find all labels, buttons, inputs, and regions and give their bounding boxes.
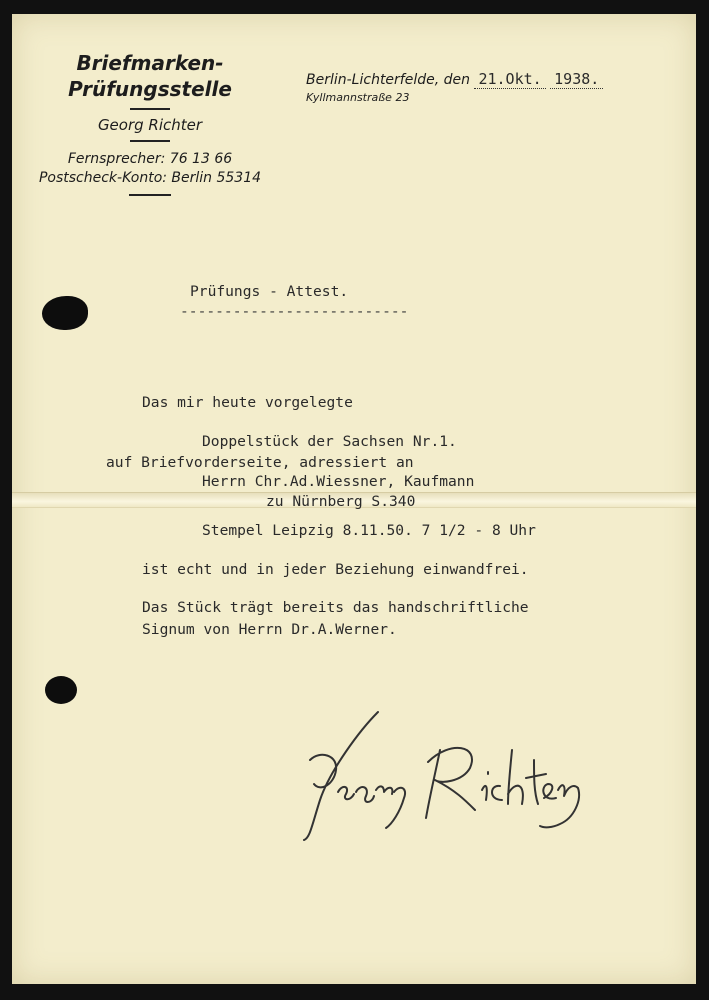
letterhead-owner: Georg Richter (97, 116, 203, 134)
letterhead-phone: Fernsprecher: 76 13 66 (67, 151, 233, 167)
street-address: Kyllmannstraße 23 (306, 91, 410, 104)
handwritten-signature (290, 700, 590, 850)
body-line: Stempel Leipzig 8.11.50. 7 1/2 - 8 Uhr (202, 522, 536, 539)
letterhead-divider (130, 108, 170, 110)
place-date-block (306, 70, 686, 104)
letterhead-contact (30, 150, 270, 188)
punch-hole (42, 296, 88, 330)
body-line: Doppelstück der Sachsen Nr.1. (202, 433, 457, 450)
year-value: 1938. (550, 70, 603, 89)
letterhead (30, 50, 270, 202)
body-line: Das mir heute vorgelegte (142, 394, 353, 411)
letterhead-divider (129, 194, 171, 196)
body-line: Herrn Chr.Ad.Wiessner, Kaufmann (202, 473, 475, 490)
place-label: Berlin-Lichterfelde, den (306, 72, 471, 88)
date-value: 21.Okt. (474, 70, 545, 89)
punch-hole (45, 676, 77, 704)
body-line: ist echt und in jeder Beziehung einwandfrei. (142, 561, 529, 578)
title-underline: -------------------------- (180, 303, 409, 320)
body-line: zu Nürnberg S.340 (266, 493, 416, 510)
body-line: Signum von Herrn Dr.A.Werner. (142, 621, 397, 638)
letterhead-name-line1: Briefmarken- (76, 51, 224, 75)
letterhead-divider (130, 140, 170, 142)
letterhead-postal-account: Postscheck-Konto: Berlin 55314 (38, 170, 262, 186)
body-line: Das Stück trägt bereits das handschriftliche (142, 599, 529, 616)
body-line: auf Briefvorderseite, adressiert an (106, 454, 414, 471)
document-title: Prüfungs - Attest. (190, 283, 349, 300)
letterhead-name-line2: Prüfungsstelle (68, 77, 232, 101)
